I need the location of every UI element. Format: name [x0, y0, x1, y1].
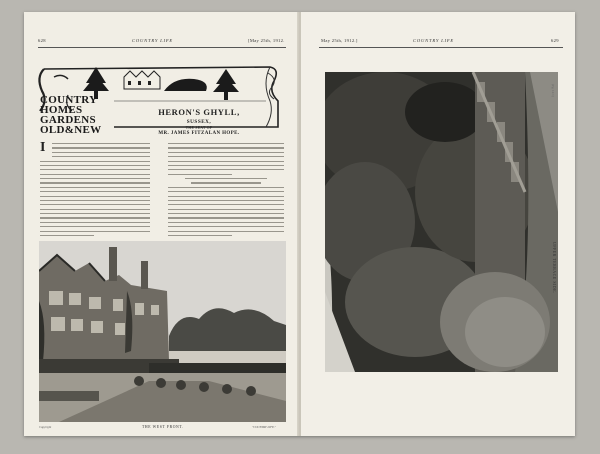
body-column-2 — [168, 143, 284, 239]
house-photograph — [39, 241, 286, 422]
terrace-photograph — [325, 72, 558, 372]
left-issue-date: [May 25th, 1912. — [248, 38, 285, 43]
left-magazine-title: COUNTRY LIFE — [132, 38, 174, 43]
side-photo-caption: UPPER TERRACE SIDE. — [552, 242, 556, 294]
series-title — [40, 95, 110, 135]
article-subtitle: THE SEAT OF — [185, 126, 213, 130]
photo-west-front — [39, 241, 286, 422]
series-title-line: HOMES — [40, 104, 83, 116]
pencil-note: (Pg. 12/1) — [551, 84, 555, 97]
series-title-line: OLD&NEW — [40, 124, 102, 136]
drop-cap: I — [40, 140, 46, 155]
photo-credit-right: "COUNTRY LIFE." — [252, 425, 276, 429]
left-page — [24, 12, 299, 436]
magazine-spread — [24, 12, 575, 436]
left-header-rule — [38, 47, 286, 48]
left-page-number: 628 — [38, 38, 46, 43]
series-masthead — [34, 57, 284, 135]
right-page-number: 629 — [551, 38, 559, 43]
series-title-line: GARDENS — [40, 114, 96, 126]
photo-caption: THE WEST FRONT. — [142, 425, 184, 429]
right-issue-date: May 25th, 1912.] — [321, 38, 358, 43]
series-title-line: COUNTRY — [40, 94, 98, 106]
right-header-rule — [319, 47, 563, 48]
article-heading — [124, 107, 274, 136]
right-page — [301, 12, 575, 436]
photo-credit-left: Copyright — [39, 425, 52, 429]
photo-upper-terrace — [325, 72, 558, 372]
body-column-1 — [52, 143, 150, 239]
right-magazine-title: COUNTRY LIFE — [413, 38, 455, 43]
article-county: SUSSEX, — [186, 119, 212, 125]
article-title: HERON'S GHYLL, — [158, 107, 240, 117]
article-owner: MR. JAMES FITZALAN HOPE. — [158, 131, 240, 136]
